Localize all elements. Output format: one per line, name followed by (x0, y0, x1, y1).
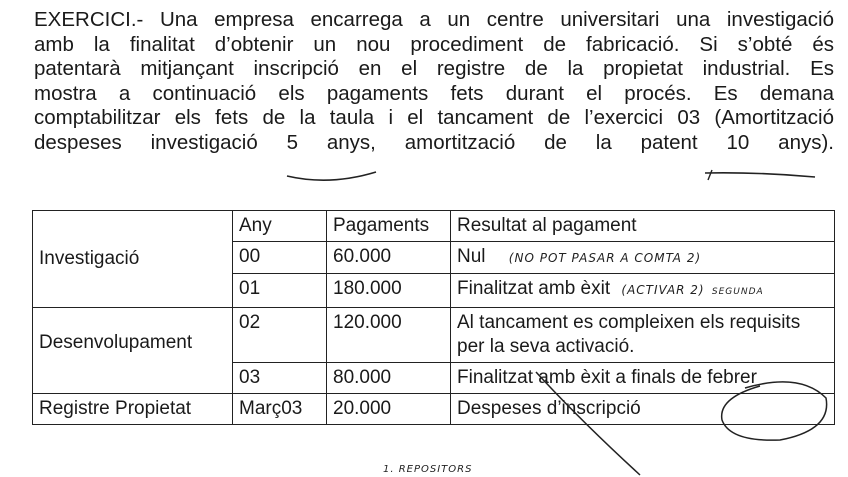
statement-line-6: despeses investigació 5 anys, amortització de la patent 10 anys). (34, 130, 834, 154)
row1-any: 01 (233, 274, 327, 308)
statement-line-2: amb la finalitat d’obtenir un nou procediment de fabricació. Si s’obté és (34, 32, 834, 56)
row1-resultat-text: Finalitzat amb èxit (457, 278, 611, 299)
statement-line-4: mostra a continuació els pagaments fets durant el procés. Es demana (34, 81, 834, 105)
row0-any: 00 (233, 242, 327, 274)
handwritten-note-row1: (ACTIVAR 2) (621, 283, 705, 297)
row0-resultat-text: Nul (457, 246, 486, 267)
row2-any: 02 (233, 308, 327, 363)
row4-resultat: Despeses d’inscripció (451, 394, 835, 425)
row0-resultat (451, 242, 835, 274)
row3-pagament: 80.000 (327, 363, 451, 394)
exercise-statement (34, 8, 834, 155)
table-row (33, 394, 835, 425)
group-desenvolupament: Desenvolupament (33, 308, 233, 394)
table-row (33, 308, 835, 363)
header-resultat: Resultat al pagament (451, 211, 835, 242)
handwritten-note-row1-extra: SEGUNDA (711, 287, 764, 297)
header-pagaments: Pagaments (327, 211, 451, 242)
underline-5-anys-stroke (287, 172, 376, 180)
row0-pagament: 60.000 (327, 242, 451, 274)
group-investigacio: Investigació (33, 211, 233, 308)
payments-table (32, 210, 835, 425)
row4-pagament: 20.000 (327, 394, 451, 425)
row3-any: 03 (233, 363, 327, 394)
statement-line-3: patentarà mitjançant inscripció en el registre de la propietat industrial. Es (34, 57, 834, 80)
comma-mark-stroke (708, 170, 712, 180)
row3-resultat: Finalitzat amb èxit a finals de febrer (451, 363, 835, 394)
row1-pagament: 180.000 (327, 274, 451, 308)
handwritten-note-bottom: 1. REPOSITORS (383, 464, 473, 475)
underline-10-anys-stroke (705, 173, 815, 177)
row2-resultat: Al tancament es compleixen els requisits per la seva activació. (451, 308, 835, 363)
row2-pagament: 120.000 (327, 308, 451, 363)
row4-any: Març03 (233, 394, 327, 425)
statement-line-1: EXERCICI.- Una empresa encarrega a un centre universitari una investigació (34, 8, 834, 31)
table-header-row (33, 211, 835, 242)
handwritten-note-row0: (NO POT PASAR A COMTA 2) (508, 251, 702, 265)
statement-line-5: comptabilitzar els fets de la taula i el tancament de l’exercici 03 (Amortització (34, 106, 834, 129)
group-registre: Registre Propietat (33, 394, 233, 425)
row1-resultat (451, 274, 835, 308)
header-any: Any (233, 211, 327, 242)
